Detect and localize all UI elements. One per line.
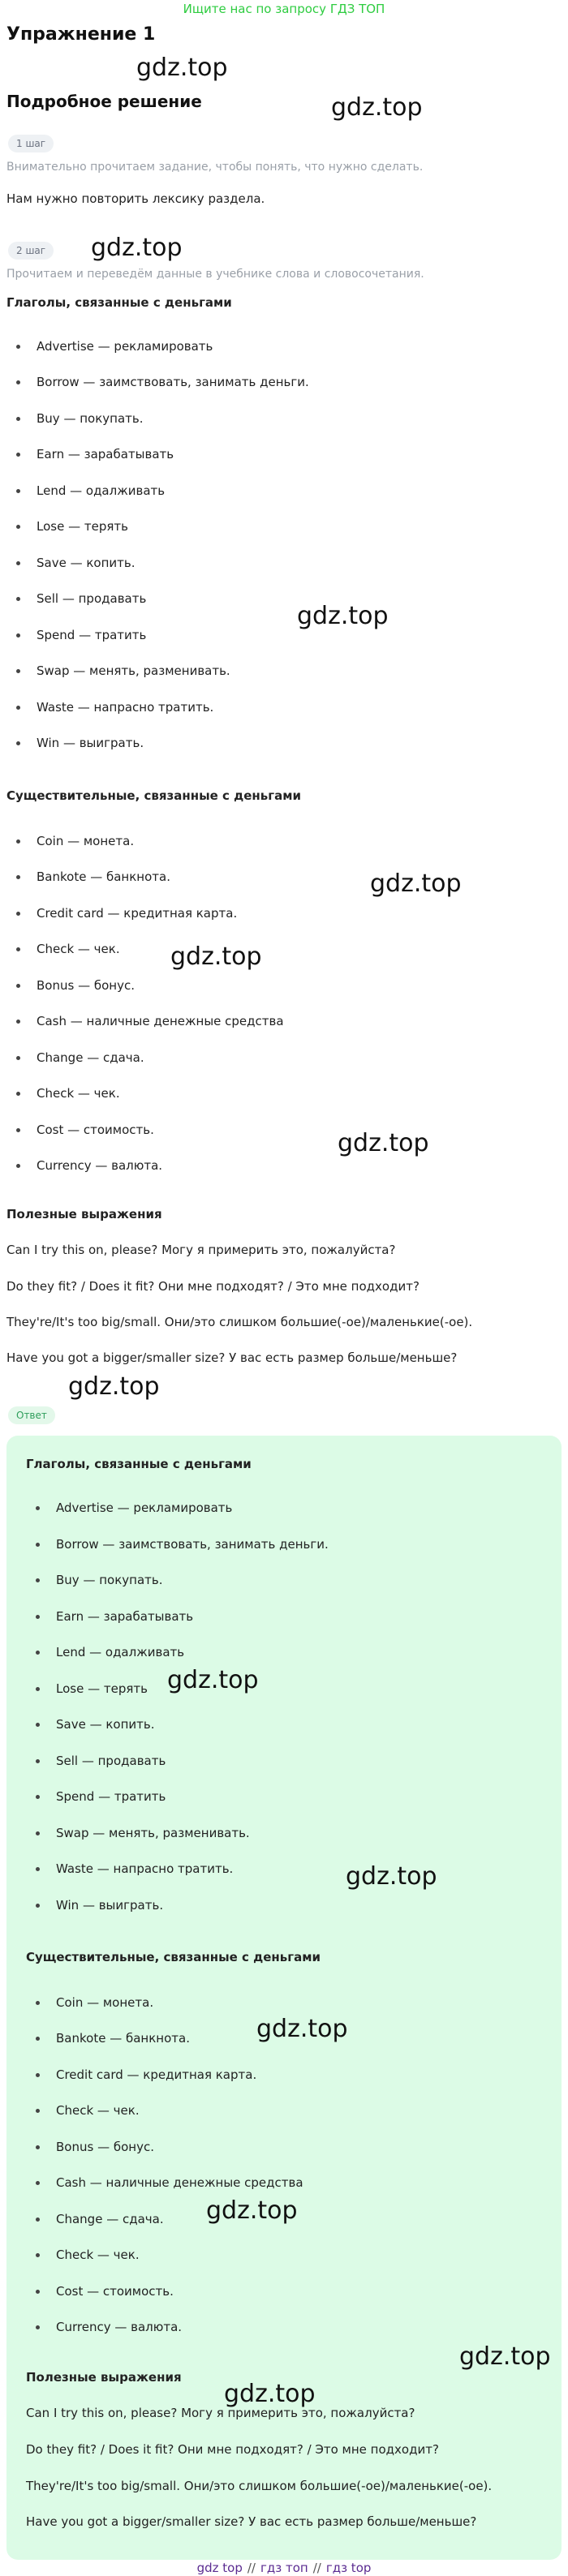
watermark: gdz.top xyxy=(91,234,183,262)
watermark: gdz.top xyxy=(68,1372,160,1401)
list-item: Credit card — кредитная карта. xyxy=(36,2067,256,2082)
step-1-badge: 1 шаг xyxy=(8,135,54,152)
phrase-item: Have you got a bigger/smaller size? У вас есть размер больше/меньше? xyxy=(6,1350,458,1365)
phrases-heading: Полезные выражения xyxy=(6,1207,162,1221)
bullet-icon xyxy=(36,2145,40,2149)
bullet-icon xyxy=(36,2073,40,2077)
bullet-icon xyxy=(16,380,20,384)
phrase-item: Do they fit? / Does it fit? Они мне подходят? / Это мне подходит? xyxy=(26,2442,439,2457)
bullet-icon xyxy=(16,669,20,673)
bullet-icon xyxy=(16,561,20,565)
section-title: Подробное решение xyxy=(6,92,202,111)
footer xyxy=(0,2560,568,2576)
bullet-icon xyxy=(16,839,20,844)
list-item: Change — сдача. xyxy=(16,1050,144,1065)
list-item: Save — копить. xyxy=(16,556,136,570)
watermark: gdz.top xyxy=(224,2380,316,2408)
bullet-icon xyxy=(36,2109,40,2113)
footer-link-gdz-top[interactable]: gdz top xyxy=(196,2561,243,2575)
list-item: Buy — покупать. xyxy=(16,411,143,426)
list-item: Win — выиграть. xyxy=(16,736,144,750)
bullet-icon xyxy=(36,2325,40,2329)
list-item: Spend — тратить xyxy=(36,1789,166,1804)
list-item: Advertise — рекламировать xyxy=(16,339,213,354)
bullet-icon xyxy=(16,706,20,710)
bullet-icon xyxy=(16,947,20,951)
watermark: gdz.top xyxy=(331,93,423,122)
watermark: gdz.top xyxy=(346,1862,437,1891)
bullet-icon xyxy=(36,1651,40,1655)
list-item: Bonus — бонус. xyxy=(16,978,135,993)
list-item: Lose — терять xyxy=(36,1681,148,1696)
list-item: Borrow — заимствовать, занимать деньги. xyxy=(16,375,309,389)
bullet-icon xyxy=(16,1128,20,1132)
watermark: gdz.top xyxy=(459,2342,551,2371)
watermark: gdz.top xyxy=(170,942,262,971)
bullet-icon xyxy=(36,1506,40,1510)
list-item: Lend — одалживать xyxy=(16,483,165,498)
bullet-icon xyxy=(36,2037,40,2041)
list-item: Sell — продавать xyxy=(36,1754,166,1768)
list-item: Swap — менять, разменивать. xyxy=(36,1826,250,1840)
bullet-icon xyxy=(16,1092,20,1096)
bullet-icon xyxy=(16,597,20,601)
list-item: Check — чек. xyxy=(36,2248,140,2262)
list-item: Advertise — рекламировать xyxy=(36,1501,232,1515)
phrase-item: Can I try this on, please? Могу я примерить это, пожалуйста? xyxy=(6,1243,396,1257)
step-2-instruction: Прочитаем и переведём данные в учебнике слова и словосочетания. xyxy=(6,268,424,281)
bullet-icon xyxy=(16,489,20,493)
list-item: Lose — терять xyxy=(16,519,128,534)
phrase-item: They're/It's too big/small. Они/это слишком большие(-ое)/маленькие(-ое). xyxy=(6,1315,473,1329)
bullet-icon xyxy=(36,1795,40,1799)
bullet-icon xyxy=(36,1759,40,1763)
bullet-icon xyxy=(16,1020,20,1024)
bullet-icon xyxy=(16,741,20,745)
answer-nouns-heading: Существительные, связанные с деньгами xyxy=(26,1950,321,1964)
list-item: Cost — стоимость. xyxy=(36,2284,174,2299)
list-item: Cash — наличные денежные средства xyxy=(36,2175,303,2190)
phrase-item: Can I try this on, please? Могу я примерить это, пожалуйста? xyxy=(26,2406,415,2420)
list-item: Check — чек. xyxy=(16,942,120,956)
bullet-icon xyxy=(36,1543,40,1547)
list-item: Earn — зарабатывать xyxy=(16,447,174,462)
bullet-icon xyxy=(16,453,20,457)
watermark: gdz.top xyxy=(167,1666,259,1694)
list-item: Change — сдача. xyxy=(36,2212,164,2226)
bullet-icon xyxy=(36,2181,40,2185)
footer-link-gdz-top-mixed[interactable]: гдз top xyxy=(325,2561,372,2575)
bullet-icon xyxy=(16,345,20,349)
phrase-item: Do they fit? / Does it fit? Они мне подходят? / Это мне подходит? xyxy=(6,1279,420,1294)
list-item: Currency — валюта. xyxy=(16,1158,162,1173)
bullet-icon xyxy=(36,1723,40,1727)
list-item: Spend — тратить xyxy=(16,628,146,642)
watermark: gdz.top xyxy=(136,54,228,82)
bullet-icon xyxy=(36,1578,40,1582)
bullet-icon xyxy=(36,2253,40,2257)
list-item: Save — копить. xyxy=(36,1717,155,1732)
watermark: gdz.top xyxy=(338,1129,429,1157)
bullet-icon xyxy=(16,984,20,988)
list-item: Credit card — кредитная карта. xyxy=(16,906,237,921)
answer-phrases-heading: Полезные выражения xyxy=(26,2370,182,2385)
bullet-icon xyxy=(36,1687,40,1691)
list-item: Waste — напрасно тратить. xyxy=(36,1861,233,1876)
bullet-icon xyxy=(16,1164,20,1168)
bullet-icon xyxy=(16,875,20,879)
list-item: Borrow — заимствовать, занимать деньги. xyxy=(36,1537,329,1552)
step-1-text: Нам нужно повторить лексику раздела. xyxy=(6,191,265,206)
bullet-icon xyxy=(16,417,20,421)
page-title: Упражнение 1 xyxy=(6,24,156,45)
list-item: Bankote — банкнота. xyxy=(16,869,170,884)
watermark: gdz.top xyxy=(370,869,462,898)
footer-separator: // xyxy=(312,2561,321,2575)
phrase-item: They're/It's too big/small. Они/это слишком большие(-ое)/маленькие(-ое). xyxy=(26,2479,493,2493)
answer-verbs-heading: Глаголы, связанные с деньгами xyxy=(26,1457,252,1471)
footer-separator: // xyxy=(247,2561,256,2575)
list-item: Sell — продавать xyxy=(16,591,146,606)
list-item: Check — чек. xyxy=(16,1086,120,1101)
bullet-icon xyxy=(36,1867,40,1871)
bullet-icon xyxy=(16,633,20,638)
list-item: Swap — менять, разменивать. xyxy=(16,663,230,678)
list-item: Bonus — бонус. xyxy=(36,2140,154,2154)
bullet-icon xyxy=(36,2001,40,2005)
list-item: Bankote — банкнота. xyxy=(36,2031,190,2046)
watermark: gdz.top xyxy=(206,2196,298,2225)
phrase-item: Have you got a bigger/smaller size? У вас есть размер больше/меньше? xyxy=(26,2514,477,2529)
watermark: gdz.top xyxy=(256,2015,348,2043)
bullet-icon xyxy=(16,1056,20,1060)
step-2-badge: 2 шаг xyxy=(8,242,54,260)
nouns-heading: Существительные, связанные с деньгами xyxy=(6,788,302,803)
bullet-icon xyxy=(36,1904,40,1908)
list-item: Lend — одалживать xyxy=(36,1645,184,1659)
bullet-icon xyxy=(36,1831,40,1835)
list-item: Win — выиграть. xyxy=(36,1898,163,1913)
list-item: Cost — стоимость. xyxy=(16,1123,154,1137)
list-item: Coin — монета. xyxy=(16,834,134,848)
bullet-icon xyxy=(16,525,20,529)
list-item: Check — чек. xyxy=(36,2103,140,2118)
verbs-heading: Глаголы, связанные с деньгами xyxy=(6,295,232,310)
answer-badge: Ответ xyxy=(8,1406,55,1424)
list-item: Buy — покупать. xyxy=(36,1573,162,1587)
bullet-icon xyxy=(36,2290,40,2294)
bullet-icon xyxy=(16,912,20,916)
list-item: Earn — зарабатывать xyxy=(36,1609,193,1624)
watermark: gdz.top xyxy=(297,602,389,630)
list-item: Cash — наличные денежные средства xyxy=(16,1014,284,1028)
list-item: Coin — монета. xyxy=(36,1995,153,2010)
footer-link-gdz-top-ru[interactable]: гдз топ xyxy=(260,2561,308,2575)
bullet-icon xyxy=(36,1615,40,1619)
step-1-instruction: Внимательно прочитаем задание, чтобы понять, что нужно сделать. xyxy=(6,161,424,174)
top-banner[interactable]: Ищите нас по запросу ГДЗ ТОП xyxy=(183,2,385,16)
list-item: Currency — валюта. xyxy=(36,2320,182,2334)
list-item: Waste — напрасно тратить. xyxy=(16,700,213,715)
bullet-icon xyxy=(36,2218,40,2222)
